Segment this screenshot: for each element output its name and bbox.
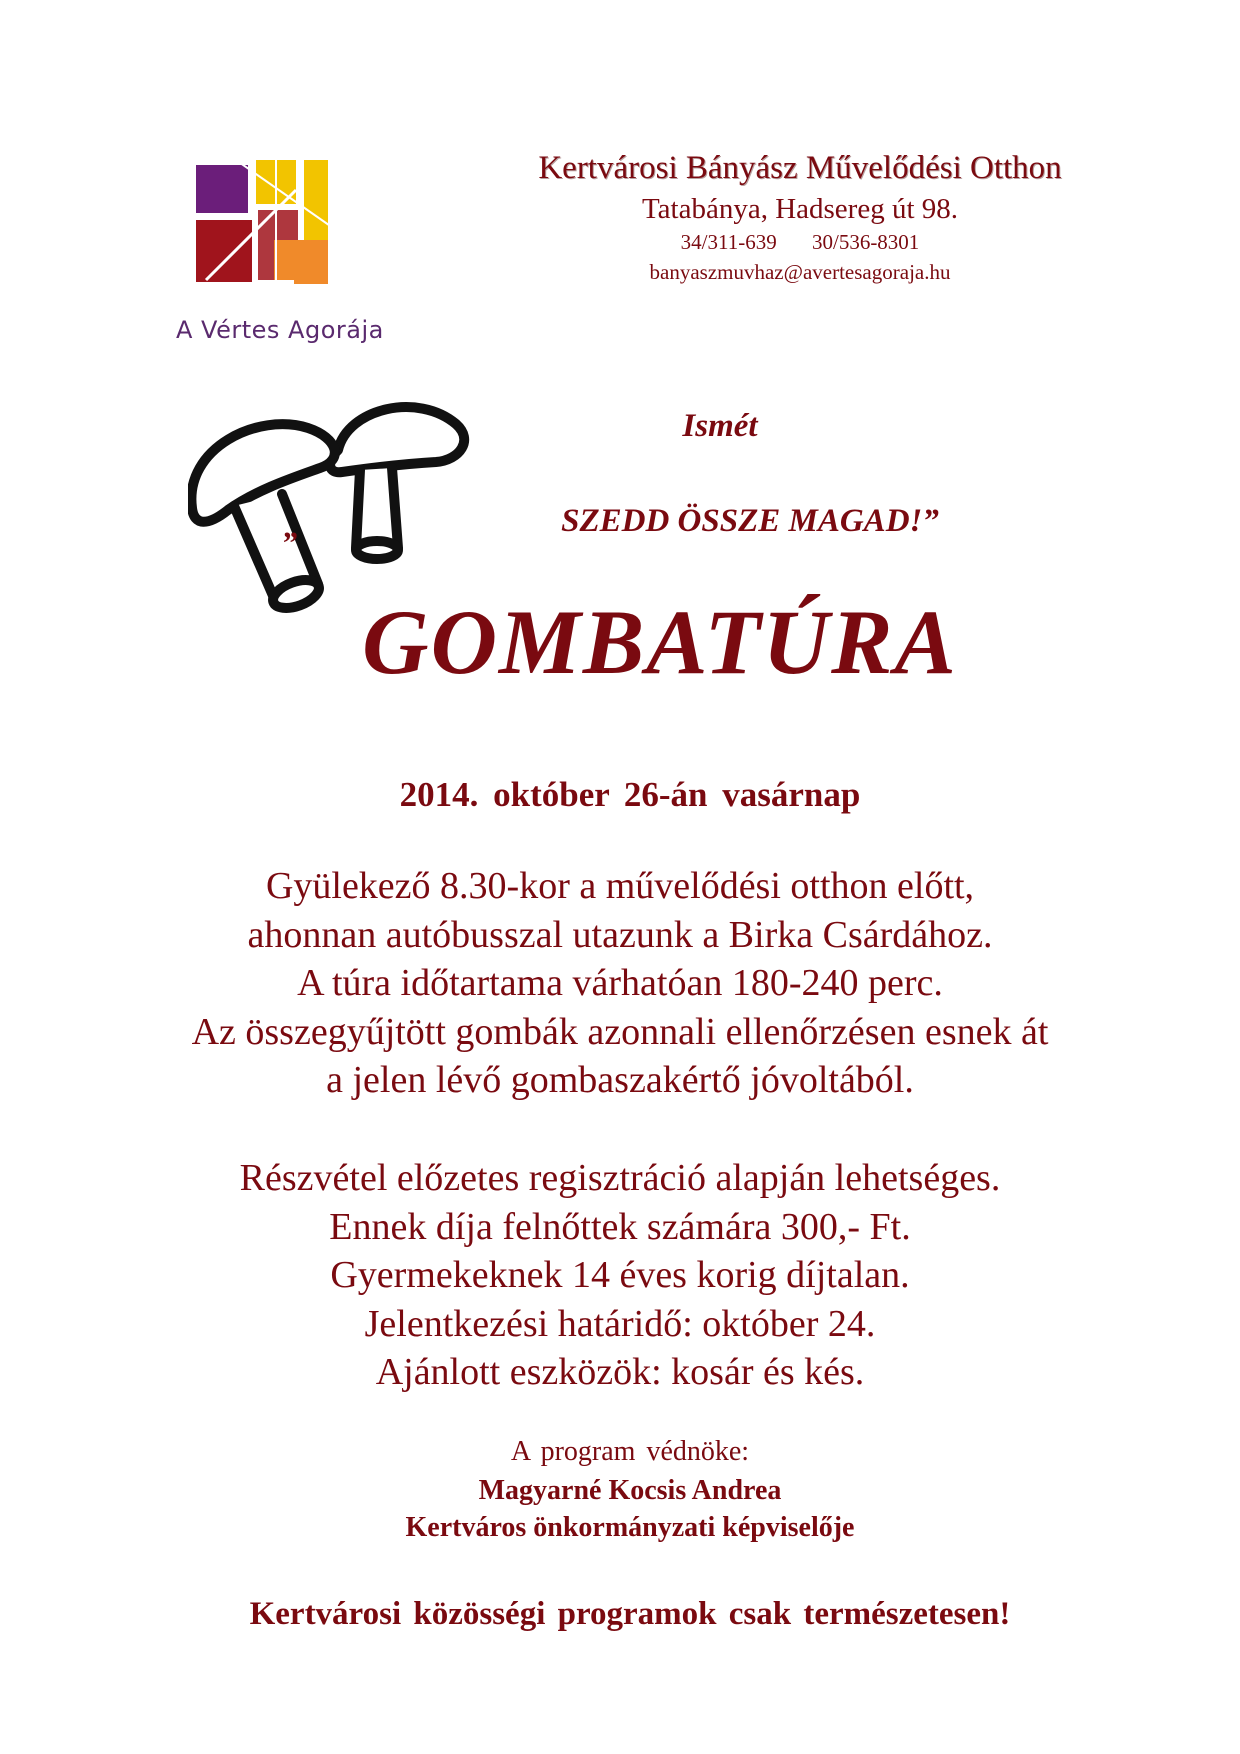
organization-name: Kertvárosi Bányász Művelődési Otthon xyxy=(538,150,1062,186)
registration-line: Gyermekeknek 14 éves korig díjtalan. xyxy=(330,1254,910,1296)
event-date: 2014. október 26-án vasárnap xyxy=(399,775,861,814)
registration-line: Jelentkezési határidő: október 24. xyxy=(364,1302,876,1345)
patron-name: Magyarné Kocsis Andrea xyxy=(478,1475,782,1506)
details-line: A túra időtartama várhatóan 180-240 perc. xyxy=(297,962,943,1004)
registration-line: Ennek díja felnőttek számára 300,- Ft. xyxy=(329,1205,911,1248)
phone-number: 30/536-8301 xyxy=(811,230,920,254)
title-prefix: Ismét xyxy=(682,408,758,444)
footer-slogan: Kertvárosi közösségi programok csak természetesen! xyxy=(249,1596,1011,1632)
registration-line: Részvétel előzetes regisztráció alapján lehetséges. xyxy=(239,1157,1001,1199)
organization-address: Tatabánya, Hadsereg út 98. xyxy=(641,193,959,225)
phone-number: 34/311-639 xyxy=(680,230,777,254)
patron-role: Kertváros önkormányzati képviselője xyxy=(405,1512,855,1543)
details-line: ahonnan autóbusszal utazunk a Birka Csárdához. xyxy=(247,913,993,956)
registration-line: Ajánlott eszközök: kosár és kés. xyxy=(375,1351,865,1393)
organization-email: banyaszmuvhaz@avertesagoraja.hu xyxy=(649,260,951,284)
logo-caption: A Vértes Agorája xyxy=(176,316,384,344)
patron-intro: A program védnöke: xyxy=(510,1436,750,1467)
logo-icon xyxy=(176,160,436,320)
organization-phones xyxy=(420,230,1180,255)
details-line: a jelen lévő gombaszakértő jóvoltából. xyxy=(326,1059,914,1101)
main-title: GOMBATÚRA xyxy=(362,591,958,693)
registration-paragraph xyxy=(80,1154,1160,1397)
details-line: Gyülekező 8.30-kor a művelődési otthon előtt, xyxy=(265,865,975,907)
event-slogan: SZEDD ÖSSZE MAGAD!” xyxy=(561,503,939,539)
details-paragraph xyxy=(80,862,1160,1105)
details-line: Az összegyűjtött gombák azonnali ellenőrzésen esnek át xyxy=(191,1010,1049,1053)
opening-quote: „ xyxy=(284,508,300,544)
